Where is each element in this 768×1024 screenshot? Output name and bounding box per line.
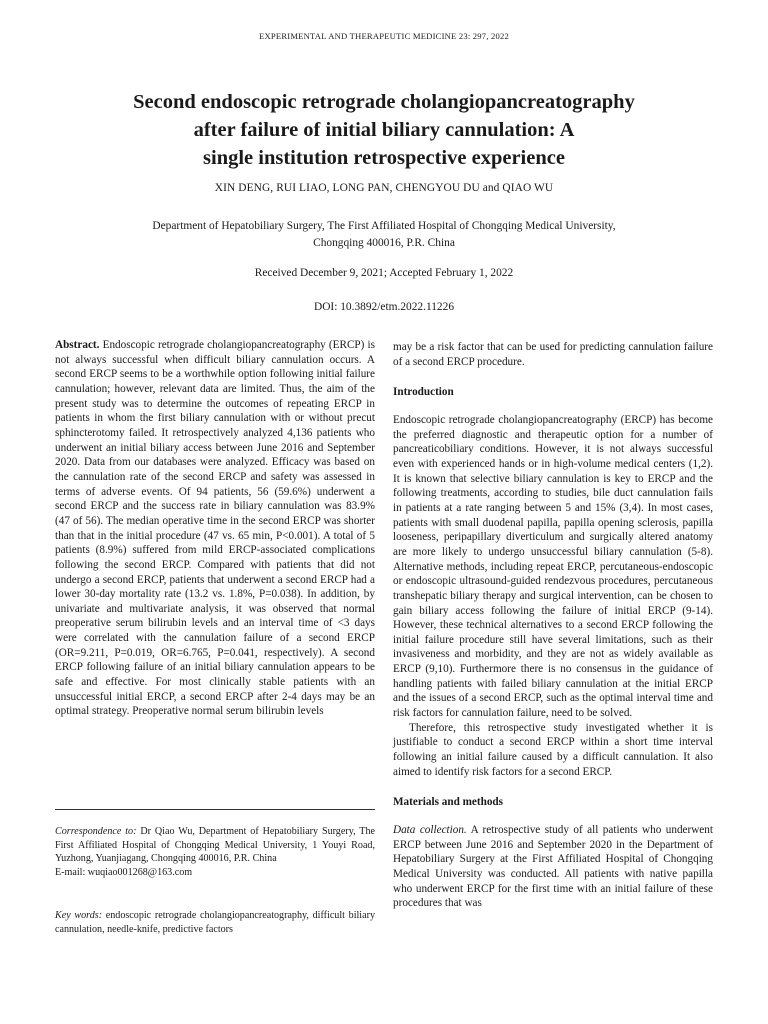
article-title <box>60 88 708 172</box>
keywords-label: Key words: <box>55 910 103 921</box>
abstract-continuation: may be a risk factor that can be used for predicting cannulation failure of a second ERCP procedure. <box>393 341 713 368</box>
abstract-label: Abstract. <box>55 339 100 351</box>
affiliation <box>80 218 688 252</box>
introduction-paragraph: Therefore, this retrospective study investigated whether it is justifiable to conduct a second ERCP within a short time interval following an initial failure caused by a difficult cannulation. It also aimed to identify risk factors for a second ERCP. <box>393 721 713 778</box>
correspondence <box>55 825 375 879</box>
methods-paragraph <box>393 823 713 911</box>
received-dates: Received December 9, 2021; Accepted February 1, 2022 <box>254 267 514 279</box>
abstract-text: Endoscopic retrograde cholangiopancreatography (ERCP) is not always successful when difficult biliary cannulation occurs. A second ERCP seems to be a worthwhile option following initial failure cannulation; however, relevant data are limited. Thus, the aim of the present study was to determine the outcomes of repeating ERCP in patients in whom the first biliary cannulation with or without precut sphincterotomy failed. It retrospectively analyzed 4,136 patients who underwent an initial biliary access between June 2016 and September 2020. Data from our databases were analyzed. Efficacy was based on the cannulation rate of the second ERCP and safety was assessed in terms of adverse events. Of 94 patients, 56 (59.6%) underwent a second ERCP and the success rate in biliary cannulation was 83.9% (47 of 56). The median operative time in the second ERCP was shorter than that in the initial procedure (47 vs. 65 min, P<0.001). A total of 5 patients (8.9%) suffered from mild ERCP-associated complications following the second ERCP. Compared with patients that did not undergo a second ERCP, patients that underwent a second ERCP had a lower 30-day mortality rate (13.2 vs. 1.8%, P=0.038). In addition, by univariate and multivariate analysis, it was observed that normal preoperative serum bilirubin levels and an interval time of <3 days were correlated with the cannulation failure of a second ERCP (OR=9.211, P=0.019, OR=6.765, P=0.041, respectively). A second ERCP following failure of an initial biliary cannulation appears to be safe and effective. For most clinically stable patients with an unsuccessful initial ERCP, a second ERCP after 2-4 days may be an optimal strategy. Preoperative normal serum bilirubin levels <box>55 339 375 718</box>
abstract <box>55 338 375 719</box>
correspondence-label: Correspondence to: <box>55 826 137 837</box>
methods-text: A retrospective study of all patients who underwent ERCP between June 2016 and September 2020 in the Department of Hepatobiliary Surgery at the First Affiliated Hospital of Chongqing Medical University was conducted. All patients with native papilla who underwent ERCP for the first time with an initial failure of these procedures that was <box>393 824 713 910</box>
affiliation-line: Department of Hepatobiliary Surgery, The First Affiliated Hospital of Chongqing Medical University, <box>152 220 616 232</box>
introduction-paragraph: Endoscopic retrograde cholangiopancreatography (ERCP) has become the preferred diagnostic and therapeutic option for a number of pancreaticobiliary conditions. However, it is not always successful even with experienced hands or in high-volume medical centers (1,2). It is known that selective biliary cannulation is key to ERCP and the following treatments, according to studies, bile duct cannulation fails in patients at a rate ranging between 5 and 15% (3,4). In most cases, patients with small duodenal papilla, papilla opening sclerosis, papilla looseness, peripapillary diverticulum and surgically altered anatomy are more likely to undergo unsuccessful biliary cannulation (5-8). Alternative methods, including repeat ERCP, percutaneous-endoscopic or endoscopic ultrasound-guided rendezvous procedures, percutaneous transhepatic biliary therapy and surgical intervention, can be chosen to gain biliary access following the failure of initial ERCP (9-14). However, these technical alternatives to a second ERCP following the initial failure procedure still have several limitations, such as their invasiveness and morbidity, and they are not as widely available as ERCP (9,10). Furthermore there is no consensus in the guidance of handling patients with failed biliary cannulation at the initial ERCP and the issues of a second ERCP, such as the optimal interval time and risk factors for cannulation failure, need to be solved. <box>393 413 713 720</box>
affiliation-line: Chongqing 400016, P.R. China <box>313 237 455 249</box>
author-list: XIN DENG, RUI LIAO, LONG PAN, CHENGYOU DU and QIAO WU <box>214 182 554 194</box>
correspondence-email: E-mail: wuqiao001268@163.com <box>55 866 193 878</box>
keywords <box>55 909 375 936</box>
title-line: Second endoscopic retrograde cholangiopancreatography <box>133 91 635 113</box>
data-collection-label: Data collection. <box>393 824 467 837</box>
footnote-divider <box>55 809 375 810</box>
title-line: after failure of initial biliary cannulation: A <box>193 119 575 141</box>
methods-heading: Materials and methods <box>393 796 504 809</box>
keywords-text: endoscopic retrograde cholangiopancreatography, difficult biliary cannulation, needle-knife, predictive factors <box>55 910 375 935</box>
title-line: single institution retrospective experience <box>203 147 565 169</box>
introduction-heading: Introduction <box>393 386 454 399</box>
correspondence-text: Dr Qiao Wu, Department of Hepatobiliary Surgery, The First Affiliated Hospital of Chongqing Medical University, 1 Youyi Road, Yuzhong, Yuanjiagang, Chongqing 400016, P.R. China <box>55 826 375 865</box>
right-column <box>393 340 713 911</box>
running-head: EXPERIMENTAL AND THERAPEUTIC MEDICINE 23: 297, 2022 <box>259 31 509 41</box>
doi: DOI: 10.3892/etm.2022.11226 <box>313 301 455 313</box>
left-column <box>55 338 375 719</box>
